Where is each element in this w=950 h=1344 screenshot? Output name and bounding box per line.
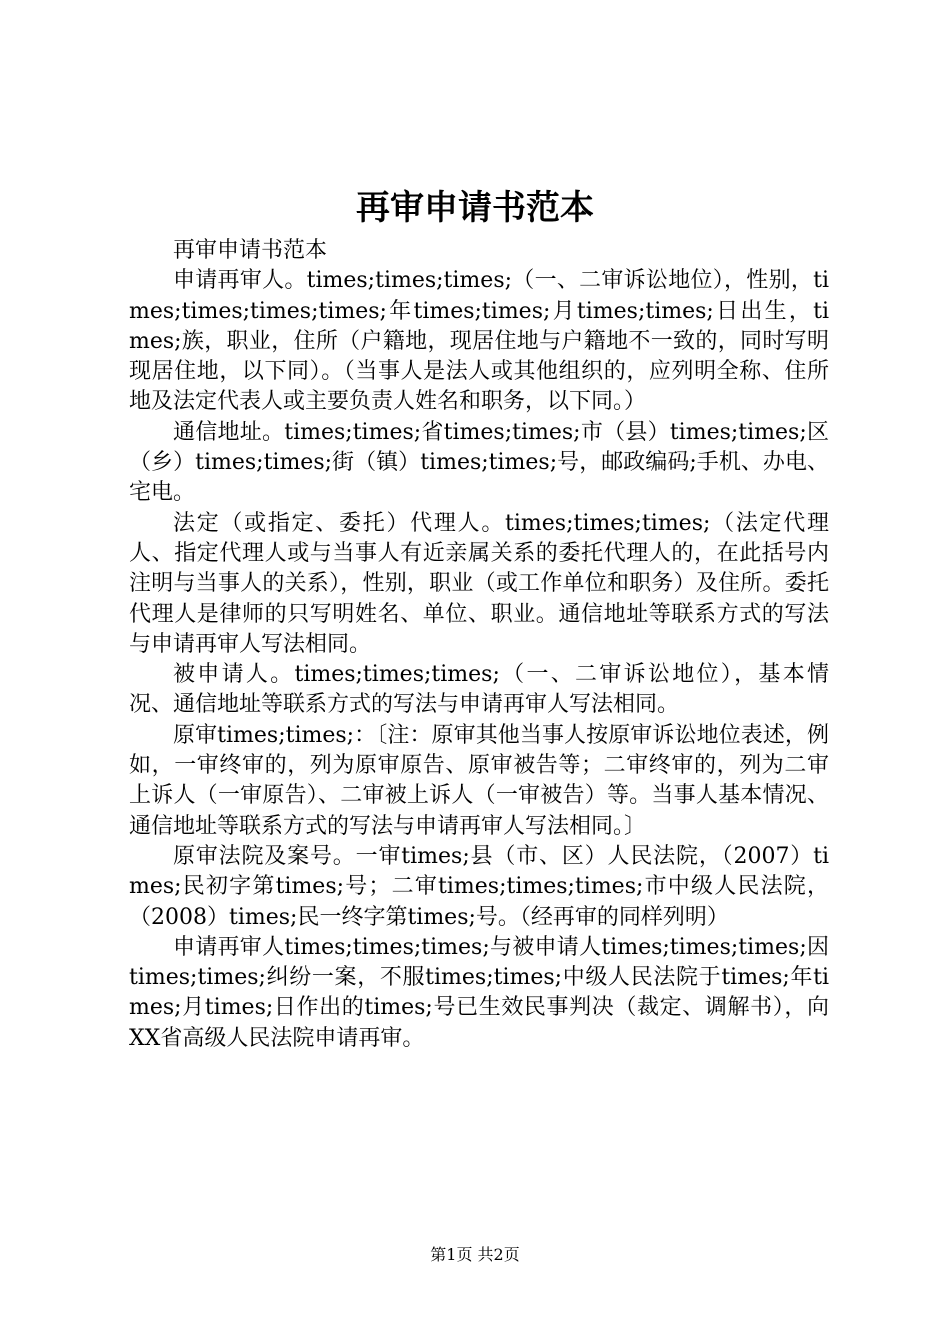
page-number: 第1页 共2页	[430, 1245, 520, 1264]
document-body	[129, 236, 829, 1054]
document-title: 再审申请书范本	[356, 188, 594, 228]
paragraph-respondent: 被申请人。times;times;times;（一、二审诉讼地位），基本情况、通信地址等联系方式的写法与申请再审人写法相同。	[129, 662, 829, 718]
paragraph-address: 通信地址。times;times;省times;times;市（县）times;times;区（乡）times;times;街（镇）times;times;号，邮政编码;手机、办电、宅电。	[129, 419, 829, 506]
paragraph-original-parties: 原审times;times;：〔注：原审其他当事人按原审诉讼地位表述，例如，一审终审的，列为原审原告、原审被告等；二审终审的，列为二审上诉人（一审原告）、二审被上诉人（一审被告）等。当事人基本情况、通信地址等联系方式的写法与申请再审人写法相同。〕	[129, 722, 829, 839]
paragraph-agent: 法定（或指定、委托）代理人。times;times;times;（法定代理人、指定代理人或与当事人有近亲属关系的委托代理人的，在此括号内注明与当事人的关系），性别，职业（或工作单位和职务）及住所。委托代理人是律师的只写明姓名、单位、职业。通信地址等联系方式的写法与申请再审人写法相同。	[129, 510, 829, 657]
paragraph-request: 申请再审人times;times;times;与被申请人times;times;times;因times;times;纠纷一案，不服times;times;中级人民法院于times;年times;月times;日作出的times;号已生效民事判决（裁定、调解书），向XX省高级人民法院申请再审。	[129, 934, 829, 1051]
paragraph-applicant: 申请再审人。times;times;times;（一、二审诉讼地位），性别，times;times;times;times;年times;times;月times;times;日出生，times;族，职业，住所（户籍地，现居住地与户籍地不一致的，同时写明现居住地，以下同）。（当事人是法人或其他组织的，应列明全称、住所地及法定代表人或主要负责人姓名和职务，以下同。）	[129, 268, 829, 415]
paragraph-heading: 再审申请书范本	[173, 238, 328, 263]
paragraph-original-court: 原审法院及案号。一审times;县（市、区）人民法院，（2007）times;民初字第times;号；二审times;times;times;市中级人民法院，（2008）times;民一终字第times;号。（经再审的同样列明）	[129, 843, 829, 930]
